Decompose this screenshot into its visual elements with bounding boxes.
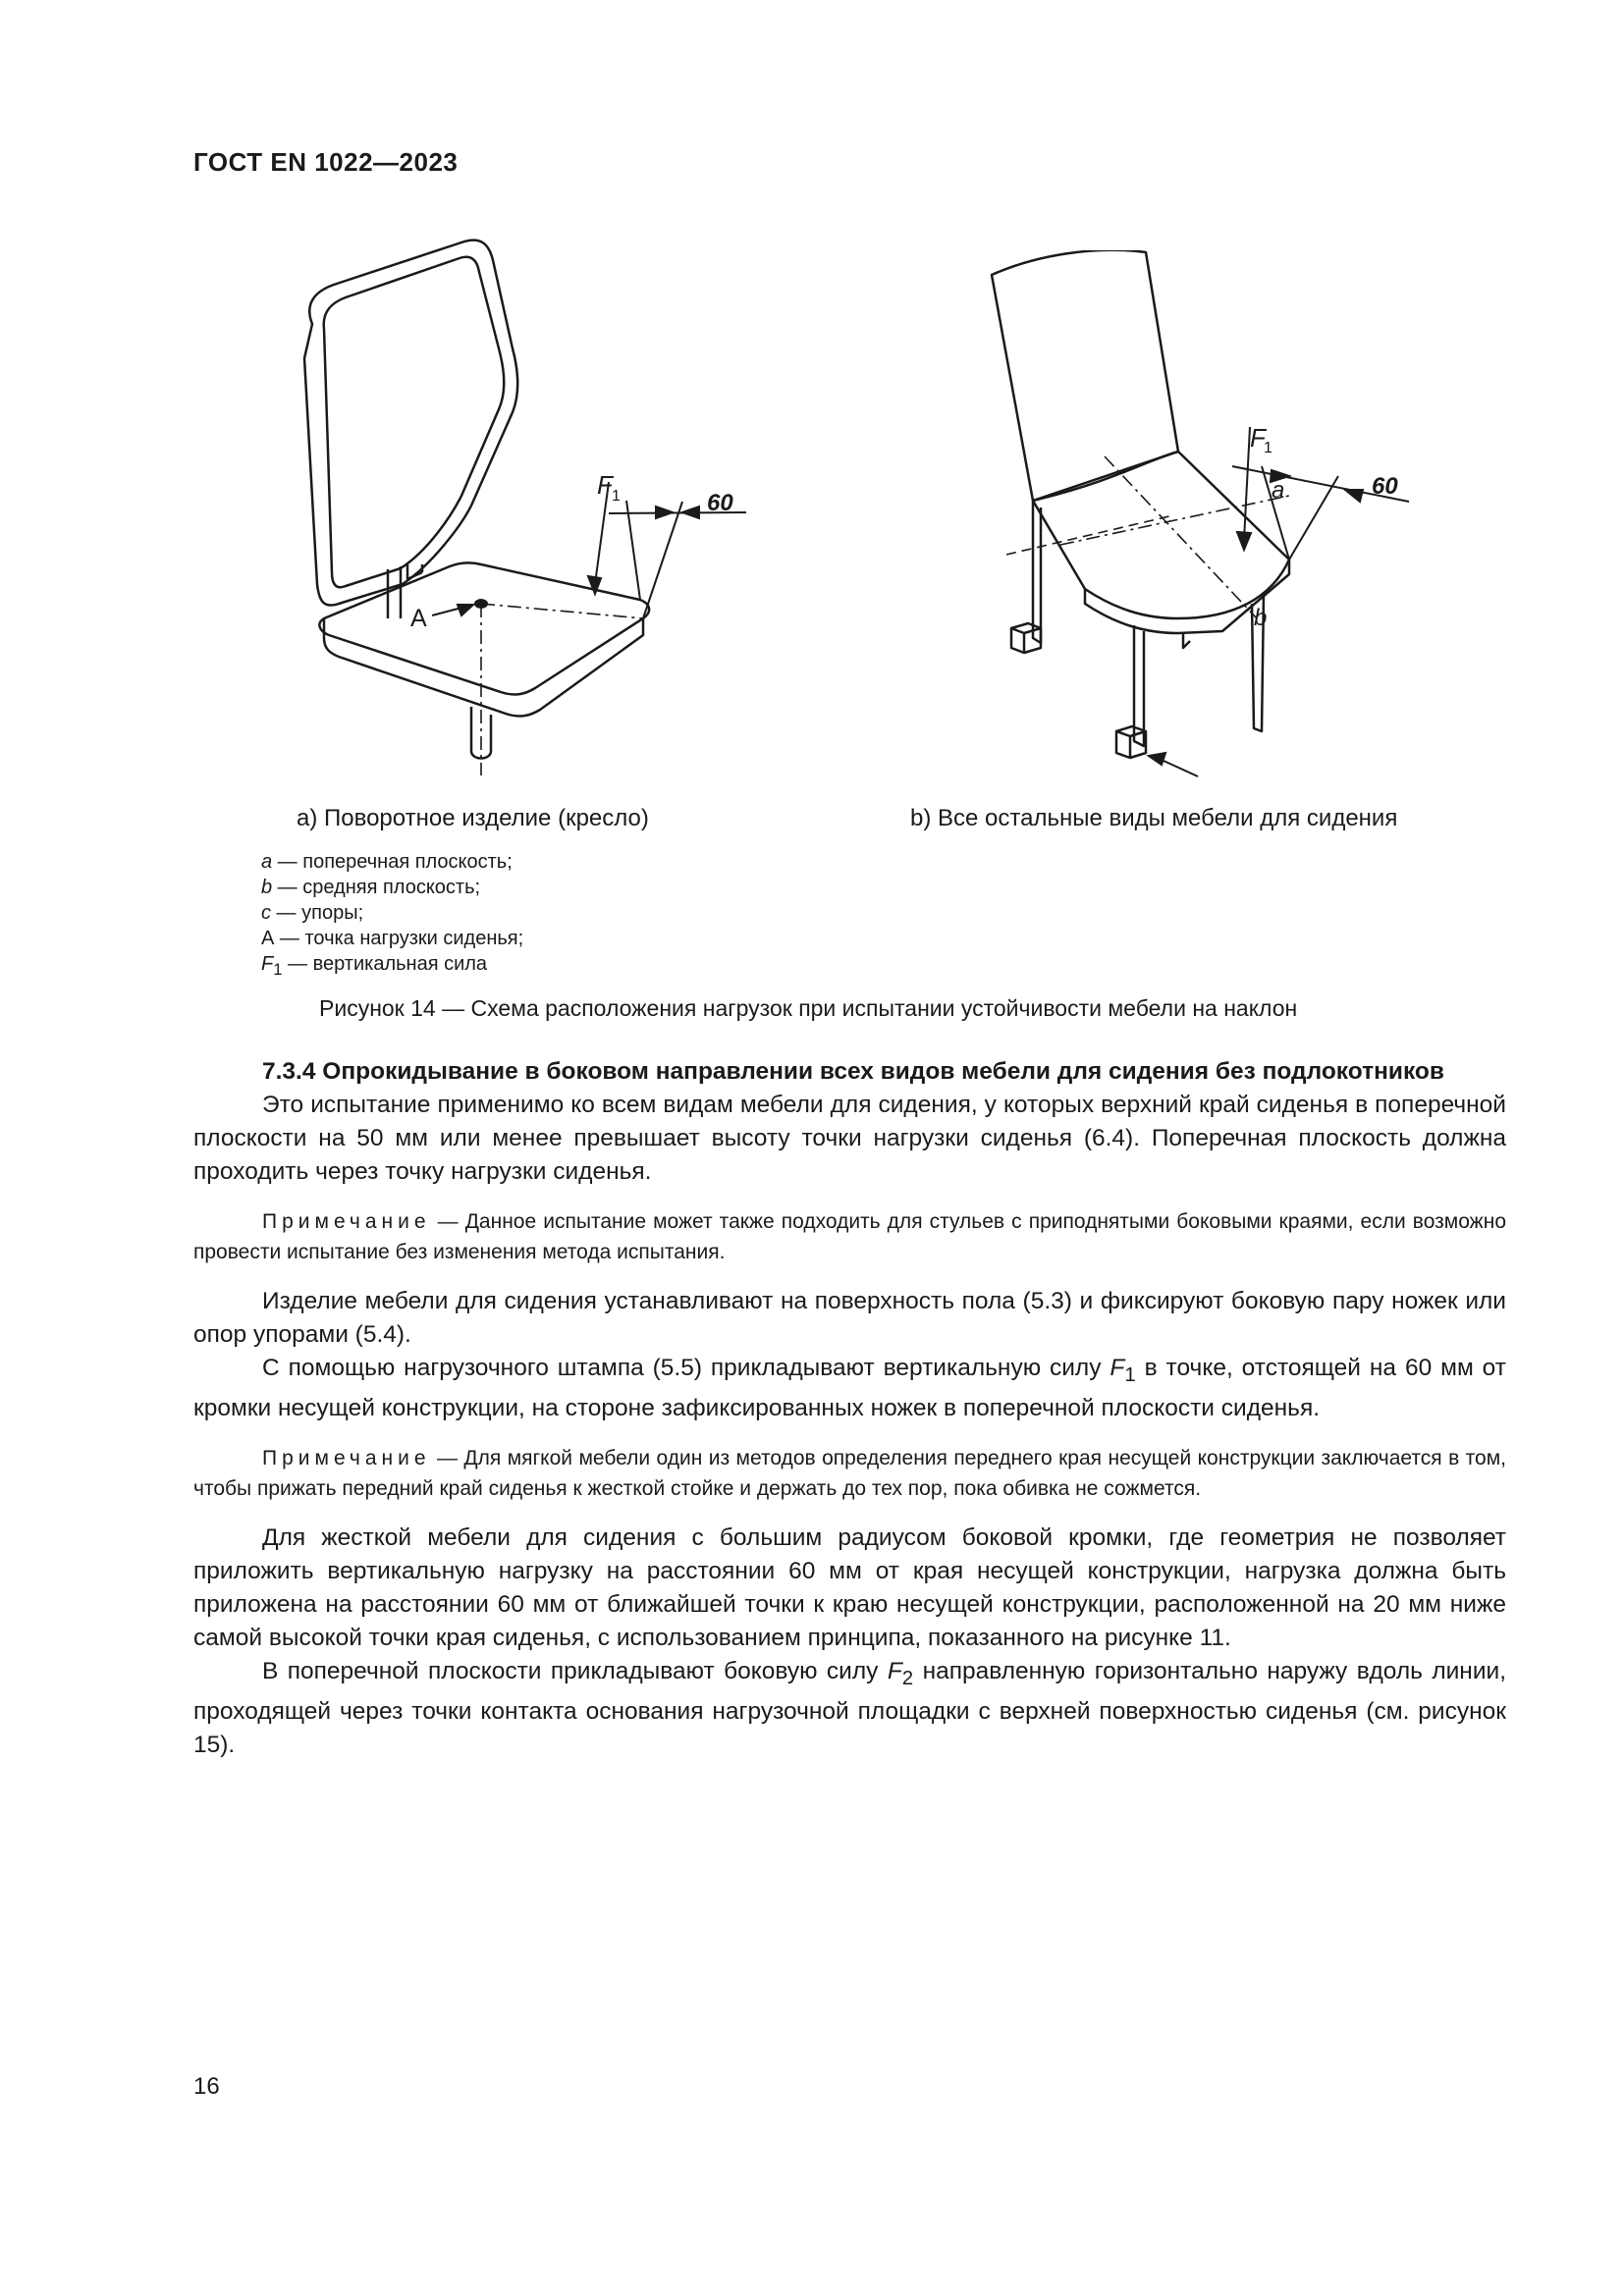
force-subscript-a: 1 (612, 488, 621, 505)
force-subscript: 1 (1124, 1363, 1136, 1386)
note (193, 1443, 1506, 1504)
stop-block-1 (1011, 623, 1041, 653)
paragraph-text: В поперечной плоскости прикладывают боковую силу (262, 1657, 888, 1684)
load-point-marker (475, 600, 487, 608)
legend-key: c (261, 902, 271, 924)
stop-pointer-line (1164, 761, 1198, 776)
transverse-plane-line (481, 604, 643, 618)
figure-panel-a (285, 231, 795, 780)
plane-b-line (1105, 456, 1257, 618)
note-label: Примечание (262, 1210, 431, 1233)
note (193, 1206, 1506, 1267)
figure-panel-b (977, 250, 1429, 780)
plane-label-b: b (1254, 605, 1268, 631)
distance-label-a: 60 (707, 490, 733, 516)
section-heading: 7.3.4 Опрокидывание в боковом направлении всех видов мебели для сидения без подлокотников (262, 1058, 1444, 1085)
legend-key: F (261, 953, 274, 975)
figure-caption-b: b) Все остальные виды мебели для сидения (910, 805, 1398, 831)
distance-label-b: 60 (1372, 473, 1398, 500)
legend-key: А (261, 928, 275, 949)
note-label: Примечание (262, 1446, 431, 1469)
note-text: — Для мягкой мебели один из методов определения переднего края несущей конструкции заключается в том, чтобы прижать передний край сиденья к жесткой стойке и держать до тех пор, пока обивка не сожмется. (193, 1446, 1506, 1500)
document-body (193, 1055, 1506, 1762)
dash-plane-line (1006, 515, 1173, 555)
note-text: — Данное испытание может также подходить для стульев с приподнятыми боковыми краями, если возможно провести испытание без изменения метода испытания. (193, 1210, 1506, 1263)
document-header: ГОСТ EN 1022—2023 (193, 147, 459, 177)
page-number: 16 (193, 2073, 220, 2100)
figure-legend (261, 849, 523, 983)
force-arrowhead-b (1237, 532, 1251, 550)
force-variable: F (1110, 1355, 1125, 1381)
point-label-a: A (410, 605, 427, 632)
chair-drawing (977, 250, 1429, 780)
legend-text: — упоры; (271, 902, 364, 924)
force-variable: F (887, 1657, 902, 1684)
force-subscript: 2 (901, 1667, 914, 1689)
legend-text: — средняя плоскость; (272, 877, 481, 898)
paragraph: Для жесткой мебели для сидения с большим радиусом боковой кромки, где геометрия не позволяет приложить вертикальную нагрузку на расстоянии 60 мм от края несущей конструкции, нагрузка должна быть приложена на расстоянии 60 мм от ближайшей точки к краю несущей конструкции, расположенной на 20 мм ниже самой высокой точки края сиденья, с использованием принципа, показанного на рисунке 11. (193, 1523, 1506, 1651)
paragraph-text: в точке, отстоящей на 60 мм от кромки несущей конструкции, на стороне зафиксированных ножек в поперечной плоскости сиденья. (193, 1355, 1506, 1421)
legend-text: — вертикальная сила (282, 953, 488, 975)
legend-key: a (261, 851, 273, 873)
stop-pointer-arrowhead (1149, 753, 1165, 765)
figure-caption-a: а) Поворотное изделие (кресло) (297, 805, 649, 831)
legend-key: b (261, 877, 273, 898)
legend-item (261, 900, 523, 926)
backrest-inner-outline (324, 257, 505, 587)
plane-label-a: a (1272, 477, 1285, 504)
legend-key-subscript: 1 (273, 960, 283, 979)
paragraph-text: направленную горизонтально наружу вдоль линии, проходящей через точки контакта основания нагрузочной площадки с верхней поверхностью сиденья (см. рисунок 15). (193, 1657, 1507, 1758)
paragraph (193, 1655, 1506, 1762)
dimension-extension-2 (643, 502, 682, 618)
legend-item (261, 849, 523, 875)
stop-block-2 (1116, 726, 1146, 758)
paragraph: Изделие мебели для сидения устанавливают на поверхность пола (5.3) и фиксируют боковую пару ножек или опор упорами (5.4). (193, 1288, 1506, 1348)
swivel-chair-drawing (285, 231, 795, 780)
seat-edge-outline (324, 618, 643, 717)
point-a-arrowhead (458, 605, 473, 615)
dimension-arrowhead-2 (682, 507, 699, 518)
force-label-a: F (597, 470, 613, 500)
legend-item (261, 951, 523, 983)
force-subscript-b: 1 (1264, 440, 1272, 456)
dimension-arrowhead-b2 (1345, 490, 1363, 502)
force-label-b: F (1250, 423, 1266, 453)
legend-item (261, 926, 523, 951)
dimension-arrowhead-1 (656, 507, 673, 518)
plane-a-line (1060, 496, 1289, 545)
leg-stub (1183, 633, 1190, 648)
legend-item (261, 875, 523, 900)
leg-back-left (1033, 501, 1041, 643)
paragraph-text: С помощью нагрузочного штампа (5.5) прикладывают вертикальную силу (262, 1355, 1110, 1381)
paragraph (193, 1352, 1506, 1425)
legend-text: — поперечная плоскость; (272, 851, 513, 873)
legend-text: — точка нагрузки сиденья; (274, 928, 524, 949)
figure-title: Рисунок 14 — Схема расположения нагрузок при испытании устойчивости мебели на наклон (319, 995, 1298, 1021)
backrest-panel (992, 250, 1178, 501)
paragraph: Это испытание применимо ко всем видам мебели для сидения, у которых верхний край сиденья в поперечной плоскости на 50 мм или менее превышает высоту точки нагрузки сиденья (6.4). Поперечная плоскость должна проходить через точку нагрузки сиденья. (193, 1092, 1506, 1185)
dimension-extension-b2 (1289, 476, 1338, 560)
dimension-extension-1 (626, 501, 640, 600)
